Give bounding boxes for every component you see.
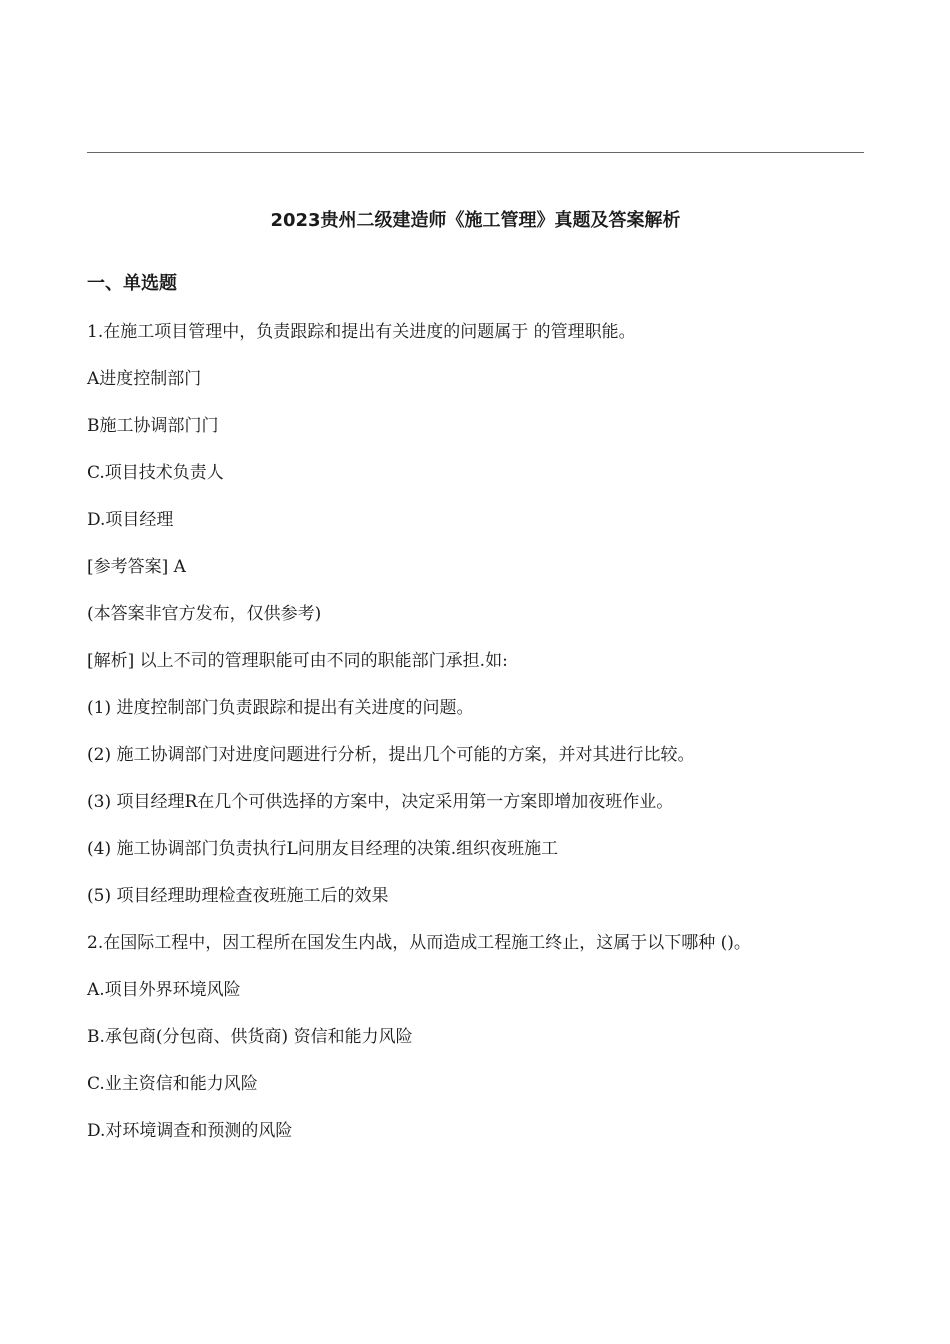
analysis-item-4: (4) 施工协调部门负责执行L问朋友目经理的决策.组织夜班施工 — [87, 839, 559, 859]
answer-disclaimer: (本答案非官方发布，仅供参考) — [87, 604, 322, 624]
question-1-option-d: D.项目经理 — [87, 510, 174, 530]
question-content — [87, 319, 887, 1165]
analysis-item-1: (1) 进度控制部门负责跟踪和提出有关进度的问题。 — [87, 698, 474, 718]
analysis-intro: [解析] 以上不司的管理职能可由不同的职能部门承担.如: — [87, 651, 508, 671]
question-2-option-b: B.承包商(分包商、供货商) 资信和能力风险 — [87, 1027, 413, 1047]
question-2-option-c: C.业主资信和能力风险 — [87, 1074, 258, 1094]
question-1-stem: 1.在施工项目管理中，负责跟踪和提出有关进度的问题属于 的管理职能。 — [87, 322, 636, 342]
analysis-item-5: (5) 项目经理助理检查夜班施工后的效果 — [87, 886, 389, 906]
question-2-stem: 2.在国际工程中，因工程所在国发生内战，从而造成工程施工终止，这属于以下哪种 ()。 — [87, 933, 751, 953]
header-rule — [87, 152, 864, 153]
question-1-option-c: C.项目技术负责人 — [87, 463, 224, 483]
question-1-option-a: A进度控制部门 — [87, 369, 202, 389]
analysis-item-2: (2) 施工协调部门对进度问题进行分析，提出几个可能的方案，并对其进行比较。 — [87, 745, 695, 765]
question-2-option-d: D.对环境调查和预测的风险 — [87, 1121, 293, 1141]
section-heading: 一、单选题 — [87, 273, 177, 294]
document-title: 2023贵州二级建造师《施工管理》真题及答案解析 — [270, 210, 681, 231]
question-1-answer: [参考答案] A — [87, 557, 186, 577]
analysis-item-3: (3) 项目经理R在几个可供选择的方案中，决定采用第一方案即增加夜班作业。 — [87, 792, 674, 812]
question-2-option-a: A.项目外界环境风险 — [87, 980, 241, 1000]
question-1-option-b: B施工协调部门门 — [87, 416, 219, 436]
